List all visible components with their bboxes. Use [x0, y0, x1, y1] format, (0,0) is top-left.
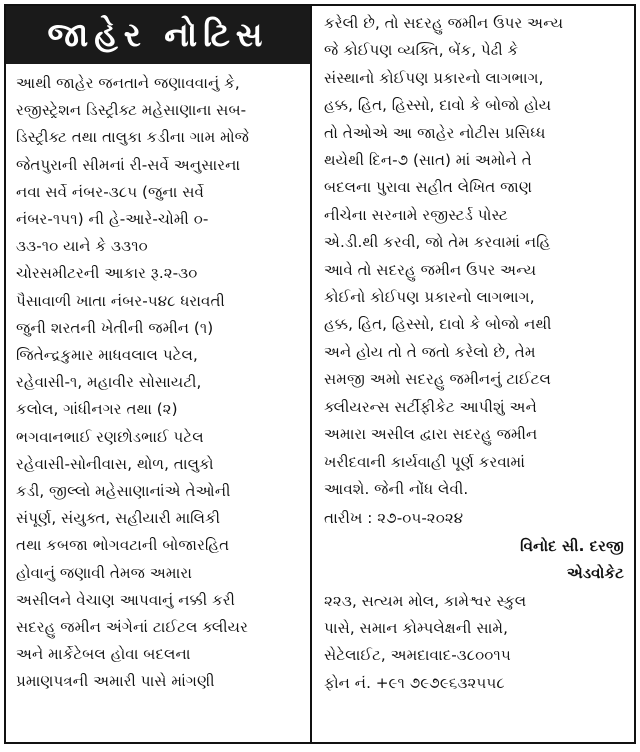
- address-line: પાસે, સમાન કોમ્પલેક્ષની સામે,: [324, 618, 508, 637]
- right-body: [324, 10, 624, 503]
- notice-text-line: નીચેના સરનામે રજીસ્ટર્ડ પોસ્ટ: [324, 205, 508, 224]
- notice-title: જાહેર નોટિસ: [6, 6, 310, 64]
- notice-text-line: કોઈનો કોઈપણ પ્રકારનો લાગભાગ,: [324, 288, 535, 307]
- notice-text-line: સદરહુ જમીન અંગેનાં ટાઈટલ ક્લીયર: [16, 618, 248, 637]
- notice-text-line: હક્ક, હિત, હિસ્સો, દાવો કે બોજો હોય: [324, 96, 552, 115]
- notice-text-line: અસીલને વેચાણ આપવાનું નક્કી કરી: [16, 590, 235, 609]
- notice-text-line: સમજી અમો સદરહુ જમીનનું ટાઈટલ: [324, 370, 551, 389]
- notice-text-line: નવા સર્વે નંબર-૩૮૫ (જુના સર્વે: [16, 182, 204, 201]
- notice-text-line: આવે તો સદરહુ જમીન ઉપર અન્ય: [324, 260, 537, 279]
- notice-text-line: હક્ક, હિત, હિસ્સો, દાવો કે બોજો નથી: [324, 315, 552, 334]
- notice-text-line: ૩૩-૧૦ યાને કે ૩૩૧૦: [16, 237, 148, 256]
- notice-text-line: હોવાનું જણાવી તેમજ અમારા: [16, 563, 192, 582]
- notice-text-line: કરેલી છે, તો સદરહુ જમીન ઉપર અન્ય: [324, 14, 564, 32]
- right-column: [312, 6, 634, 742]
- advocate-name: વિનોદ સી. દરજી: [520, 536, 624, 555]
- notice-text-line: રહેવાસી-૧, મહાવીર સોસાયટી,: [16, 373, 202, 392]
- notice-text-line: અને માર્કેટેબલ હોવા બદલના: [16, 645, 191, 664]
- notice-text-line: ખરીદવાની કાર્યવાહી પૂર્ણ કરવામાં: [324, 452, 526, 471]
- notice-text-line: સંપૂર્ણ, સંયુક્ત, સહીયારી માલિકી: [16, 509, 221, 528]
- notice-date: તારીખ : ૨૭-૦૫-૨૦૨૪: [324, 509, 464, 528]
- address-line: ૨૨૩, સત્યમ મોલ, કામેશ્વર સ્કુલ: [324, 591, 527, 610]
- notice-text-line: જુની શરતની ખેતીની જમીન (૧): [16, 318, 214, 337]
- notice-text-line: આવશે. જેની નોંધ લેવી.: [324, 479, 469, 498]
- notice-text-line: આથી જાહેર જનતાને જણાવવાનું કે,: [16, 74, 240, 92]
- address-line: સેટેલાઈટ, અમદાવાદ-૩૮૦૦૧૫: [324, 646, 511, 665]
- notice-text-line: જેતપુરાની સીમનાં રી-સર્વે અનુસારના: [16, 155, 241, 174]
- notice-text-line: અમારા અસીલ દ્વારા સદરહુ જમીન: [324, 425, 538, 444]
- left-column: [6, 6, 312, 742]
- notice-text-line: એ.ડી.થી કરવી, જો તેમ કરવામાં નહિ: [324, 233, 551, 252]
- notice-text-line: અને હોય તો તે જતો કરેલો છે, તેમ: [324, 342, 536, 361]
- public-notice: [4, 4, 636, 744]
- advocate-address: [324, 588, 624, 698]
- notice-text-line: કડી, જીલ્લો મહેસાણાનાંએ તેઓની: [16, 482, 231, 501]
- notice-text-line: પૈસાવાળી ખાતા નંબર-૫૪૮ ધરાવતી: [16, 291, 225, 310]
- notice-text-line: નંબર-૧૫૧) ની હે-આરે-ચોમી ૦-: [16, 210, 209, 229]
- left-body: [6, 64, 310, 696]
- notice-text-line: ચોરસમીટરની આકાર રૂ.૨-૩૦: [16, 264, 198, 283]
- notice-text-line: સંસ્થાનો કોઈપણ પ્રકારનો લાગભાગ,: [324, 68, 544, 87]
- notice-text-line: બદલના પુરાવા સહીત લેખિત જાણ: [324, 178, 533, 197]
- advocate-title: એડવોકેટ: [566, 564, 624, 583]
- notice-text-line: ભગવાનભાઈ રણછોડભાઈ પટેલ: [16, 427, 204, 446]
- notice-text-line: રહેવાસી-સોનીવાસ, થોળ, તાલુકો: [16, 454, 214, 473]
- notice-text-line: રજીસ્ટ્રેશન ડિસ્ટ્રીક્ટ મહેસાણાના સબ-: [16, 101, 247, 120]
- notice-text-line: તથા કબજા ભોગવટાની બોજારહિત: [16, 536, 230, 555]
- notice-text-line: થયેથી દિન-૭ (સાત) માં અમોને તે: [324, 151, 532, 170]
- notice-text-line: પ્રમાણપત્રની અમારી પાસે માંગણી: [16, 672, 215, 691]
- notice-text-line: તો તેઓએ આ જાહેર નોટીસ પ્રસિધ્ધ: [324, 123, 546, 142]
- notice-text-line: ક્લીયરન્સ સર્ટીફીકેટ આપીશું અને: [324, 397, 537, 416]
- notice-text-line: જિતેન્દ્રકુમાર માધવલાલ પટેલ,: [16, 346, 198, 365]
- notice-text-line: કલોલ, ગાંધીનગર તથા (૨): [16, 400, 178, 419]
- notice-text-line: જે કોઈપણ વ્યક્તિ, બેંક, પેઢી કે: [324, 41, 519, 60]
- address-line: ફોન નં. +૯૧ ૭૯૭૯૬૩૨૫૫૮: [324, 673, 505, 692]
- notice-text-line: ડિસ્ટ્રીક્ટ તથા તાલુકા કડીના ગામ મોજે: [16, 128, 250, 147]
